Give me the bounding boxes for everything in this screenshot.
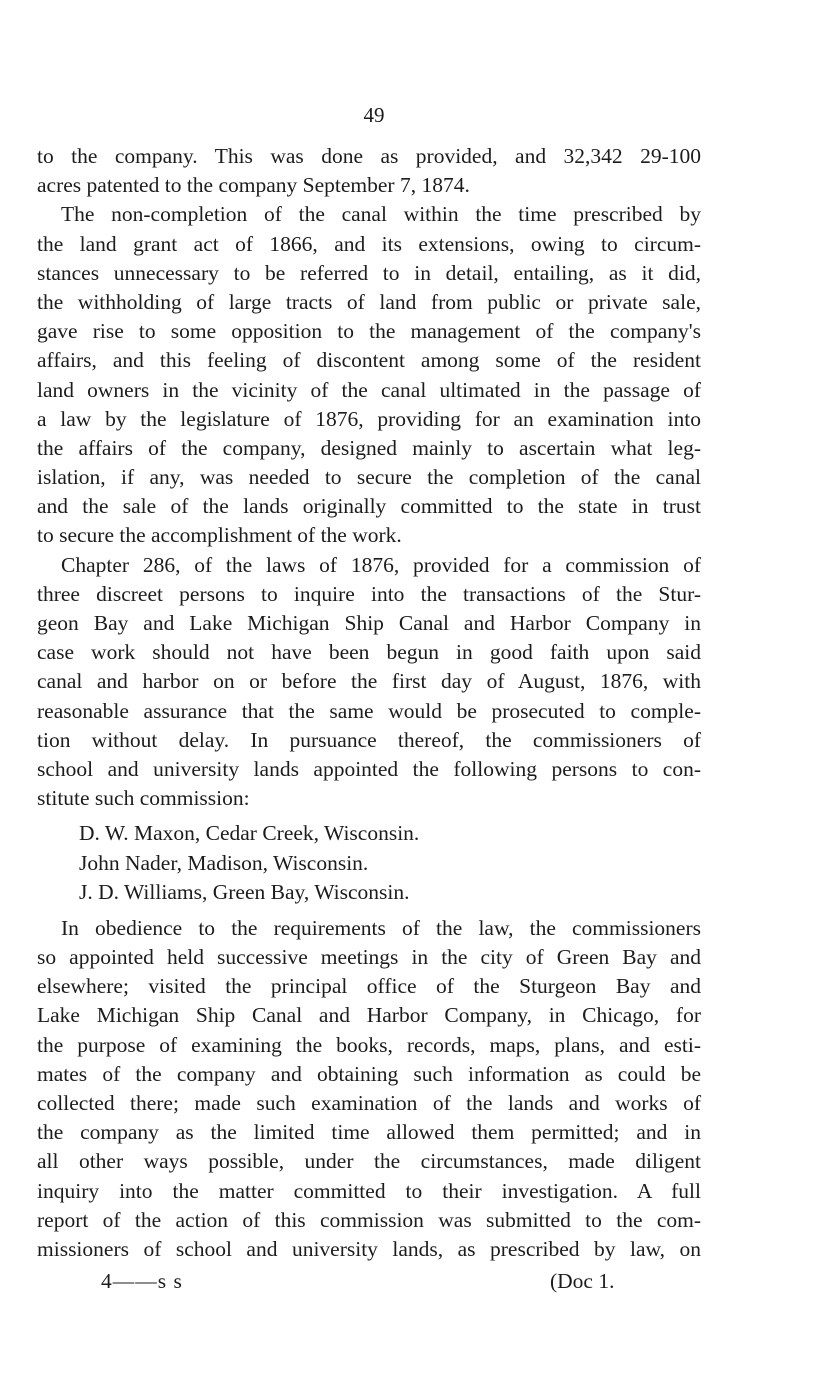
signature-mark: 4——s s xyxy=(101,1269,183,1294)
text-line: stitute such commission: xyxy=(37,786,250,811)
text-line: reasonable assurance that the same would be prosecuted to comple- xyxy=(37,698,701,723)
text-line: In obedience to the requirements of the law, the commissioners xyxy=(61,915,701,940)
text-line: collected there; made such examination of the lands and works of xyxy=(37,1090,701,1115)
paragraph-obedience xyxy=(37,914,701,1264)
text-line: to secure the accomplishment of the work. xyxy=(37,523,402,548)
text-line: report of the action of this commission was submitted to the com- xyxy=(37,1207,701,1232)
commissioner-list xyxy=(37,819,701,908)
text-line: and the sale of the lands originally committed to the state in trust xyxy=(37,494,701,519)
text-line: missioners of school and university lands, as prescribed by law, on xyxy=(37,1236,701,1261)
text-line: elsewhere; visited the principal office of the Sturgeon Bay and xyxy=(37,974,701,999)
text-line: three discreet persons to inquire into the transactions of the Stur- xyxy=(37,581,701,606)
document-page xyxy=(37,100,701,1296)
text-line: to the company. This was done as provided, and 32,342 29-100 xyxy=(37,144,701,168)
text-line: islation, if any, was needed to secure the completion of the canal xyxy=(37,465,701,490)
text-line: so appointed held successive meetings in the city of Green Bay and xyxy=(37,945,701,969)
text-line: inquiry into the matter committed to their investigation. A full xyxy=(37,1178,701,1203)
text-line: mates of the company and obtaining such information as could be xyxy=(37,1061,701,1086)
text-line: land owners in the vicinity of the canal ultimated in the passage of xyxy=(37,377,701,402)
commissioner-entry: J. D. Williams, Green Bay, Wisconsin. xyxy=(79,880,410,905)
text-line: stances unnecessary to be referred to in detail, entailing, as it did, xyxy=(37,260,701,285)
text-line: Lake Michigan Ship Canal and Harbor Company, in Chicago, for xyxy=(37,1003,701,1028)
text-line: gave rise to some opposition to the management of the company's xyxy=(37,319,701,344)
paragraph-non-completion xyxy=(37,200,701,550)
text-line: the withholding of large tracts of land from public or private sale, xyxy=(37,289,701,314)
paragraph-land-patent xyxy=(37,142,701,200)
text-line: the affairs of the company, designed mainly to ascertain what leg- xyxy=(37,435,701,460)
text-line: canal and harbor on or before the first day of August, 1876, with xyxy=(37,669,701,694)
text-line: all other ways possible, under the circumstances, made diligent xyxy=(37,1149,701,1174)
text-line: geon Bay and Lake Michigan Ship Canal and Harbor Company in xyxy=(37,611,701,635)
commissioner-entry: D. W. Maxon, Cedar Creek, Wisconsin. xyxy=(79,821,420,846)
text-line: acres patented to the company September 7, 1874. xyxy=(37,173,470,198)
text-line: the land grant act of 1866, and its extensions, owing to circum- xyxy=(37,231,701,256)
text-line: case work should not have been begun in good faith upon said xyxy=(37,640,701,665)
document-reference: (Doc 1. xyxy=(550,1269,615,1294)
text-line: the purpose of examining the books, records, maps, plans, and esti- xyxy=(37,1032,701,1057)
page-footer xyxy=(37,1266,701,1296)
text-line: The non-completion of the canal within the time prescribed by xyxy=(61,202,701,227)
paragraph-chapter-286 xyxy=(37,551,701,814)
text-line: Chapter 286, of the laws of 1876, provided for a commission of xyxy=(61,552,701,577)
text-line: the company as the limited time allowed them permitted; and in xyxy=(37,1120,701,1145)
text-line: affairs, and this feeling of discontent among some of the resident xyxy=(37,348,701,373)
text-line: school and university lands appointed the following persons to con- xyxy=(37,756,701,781)
text-line: tion without delay. In pursuance thereof, the commissioners of xyxy=(37,727,701,752)
text-line: a law by the legislature of 1876, providing for an examination into xyxy=(37,406,701,431)
commissioner-entry: John Nader, Madison, Wisconsin. xyxy=(79,850,369,875)
page-number: 49 xyxy=(363,103,385,127)
